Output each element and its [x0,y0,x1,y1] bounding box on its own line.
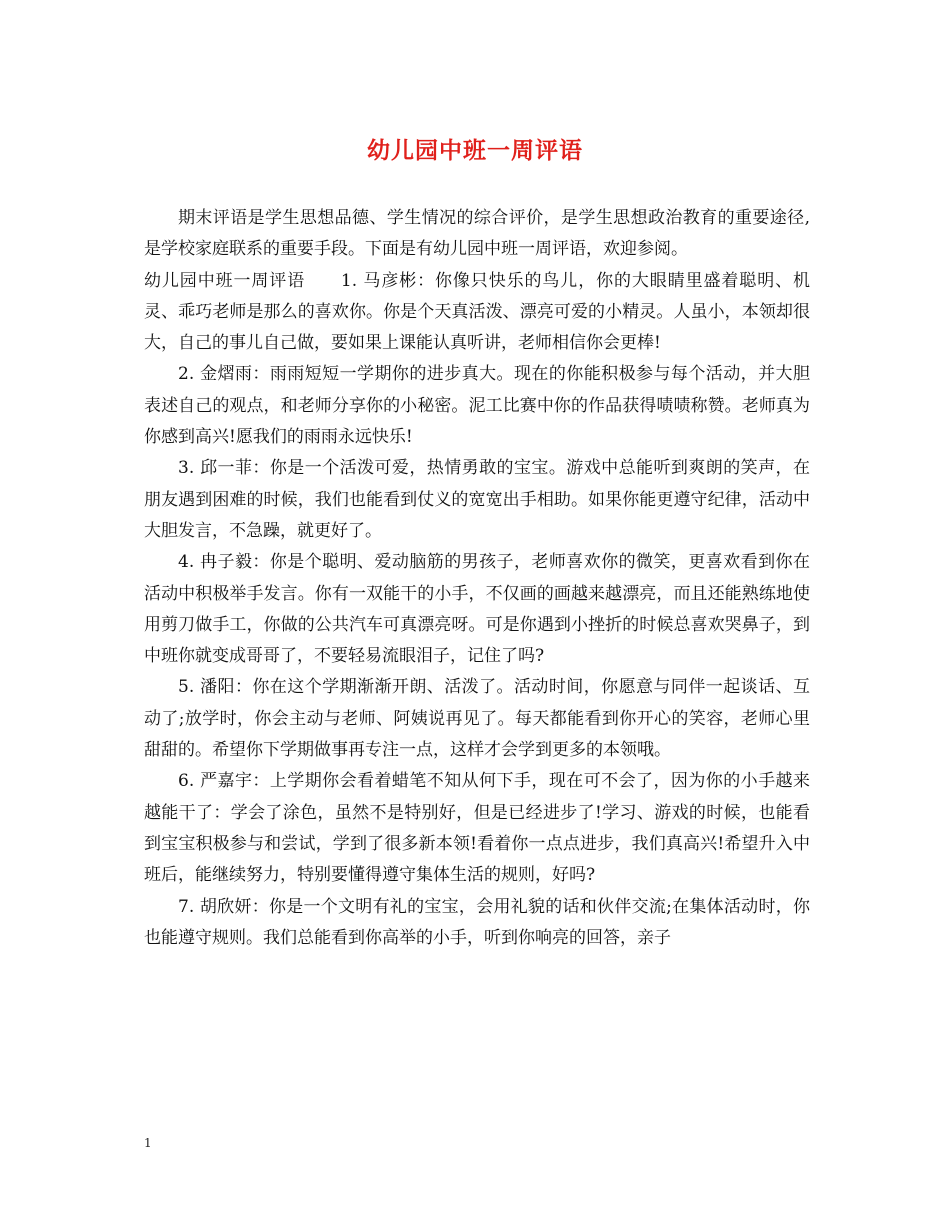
paragraph-comment-3: 3. 邱一菲：你是一个活泼可爱，热情勇敢的宝宝。游戏中总能听到爽朗的笑声，在朋友遇到困难的时候，我们也能看到仗义的宽宽出手相助。如果你能更遵守纪律，活动中大胆发言，不急躁，就更好了。 [144,458,810,541]
paragraph-comment-7: 7. 胡欣妍：你是一个文明有礼的宝宝，会用礼貌的话和伙伴交流;在集体活动时，你也能遵守规则。我们总能看到你高举的小手，听到你响亮的回答，亲子 [144,896,810,948]
document-body [144,203,810,954]
paragraph-comment-1: 幼儿园中班一周评语 1. 马彦彬：你像只快乐的鸟儿，你的大眼睛里盛着聪明、机灵、乖巧老师是那么的喜欢你。你是个天真活泼、漂亮可爱的小精灵。人虽小，本领却很大，自己的事儿自己做，要如果上课能认真听讲，老师相信你会更棒! [144,270,810,354]
paragraph-comment-5: 5. 潘阳：你在这个学期渐渐开朗、活泼了。活动时间，你愿意与同伴一起谈话、互动了;放学时，你会主动与老师、阿姨说再见了。每天都能看到你开心的笑容，老师心里甜甜的。希望你下学期做事再专注一点，这样才会学到更多的本领哦。 [144,677,810,761]
paragraph-comment-2: 2. 金熠雨：雨雨短短一学期你的进步真大。现在的你能积极参与每个活动，并大胆表述自己的观点，和老师分享你的小秘密。泥工比赛中你的作品获得啧啧称赞。老师真为你感到高兴!愿我们的雨雨永远快乐! [144,364,810,448]
page-number: 1 [144,1136,152,1150]
paragraph-comment-6: 6. 严嘉宇：上学期你会看着蜡笔不知从何下手，现在可不会了，因为你的小手越来越能干了：学会了涂色，虽然不是特别好，但是已经进步了!学习、游戏的时候，也能看到宝宝积极参与和尝试，学到了很多新本领!看着你一点点进步，我们真高兴!希望升入中班后，能继续努力，特别要懂得遵守集体生活的规则，好吗? [144,771,810,886]
paragraph-comment-4: 4. 冉子毅：你是个聪明、爱动脑筋的男孩子，老师喜欢你的微笑，更喜欢看到你在活动中积极举手发言。你有一双能干的小手，不仅画的画越来越漂亮，而且还能熟练地使用剪刀做手工，你做的公共汽车可真漂亮呀。可是你遇到小挫折的时候总喜欢哭鼻子，到中班你就变成哥哥了，不要轻易流眼泪子，记住了吗? [144,552,810,667]
document-title: 幼儿园中班一周评语 [367,137,583,164]
paragraph-intro: 期末评语是学生思想品德、学生情况的综合评价，是学生思想政治教育的重要途径,是学校家庭联系的重要手段。下面是有幼儿园中班一周评语，欢迎参阅。 [144,208,810,260]
